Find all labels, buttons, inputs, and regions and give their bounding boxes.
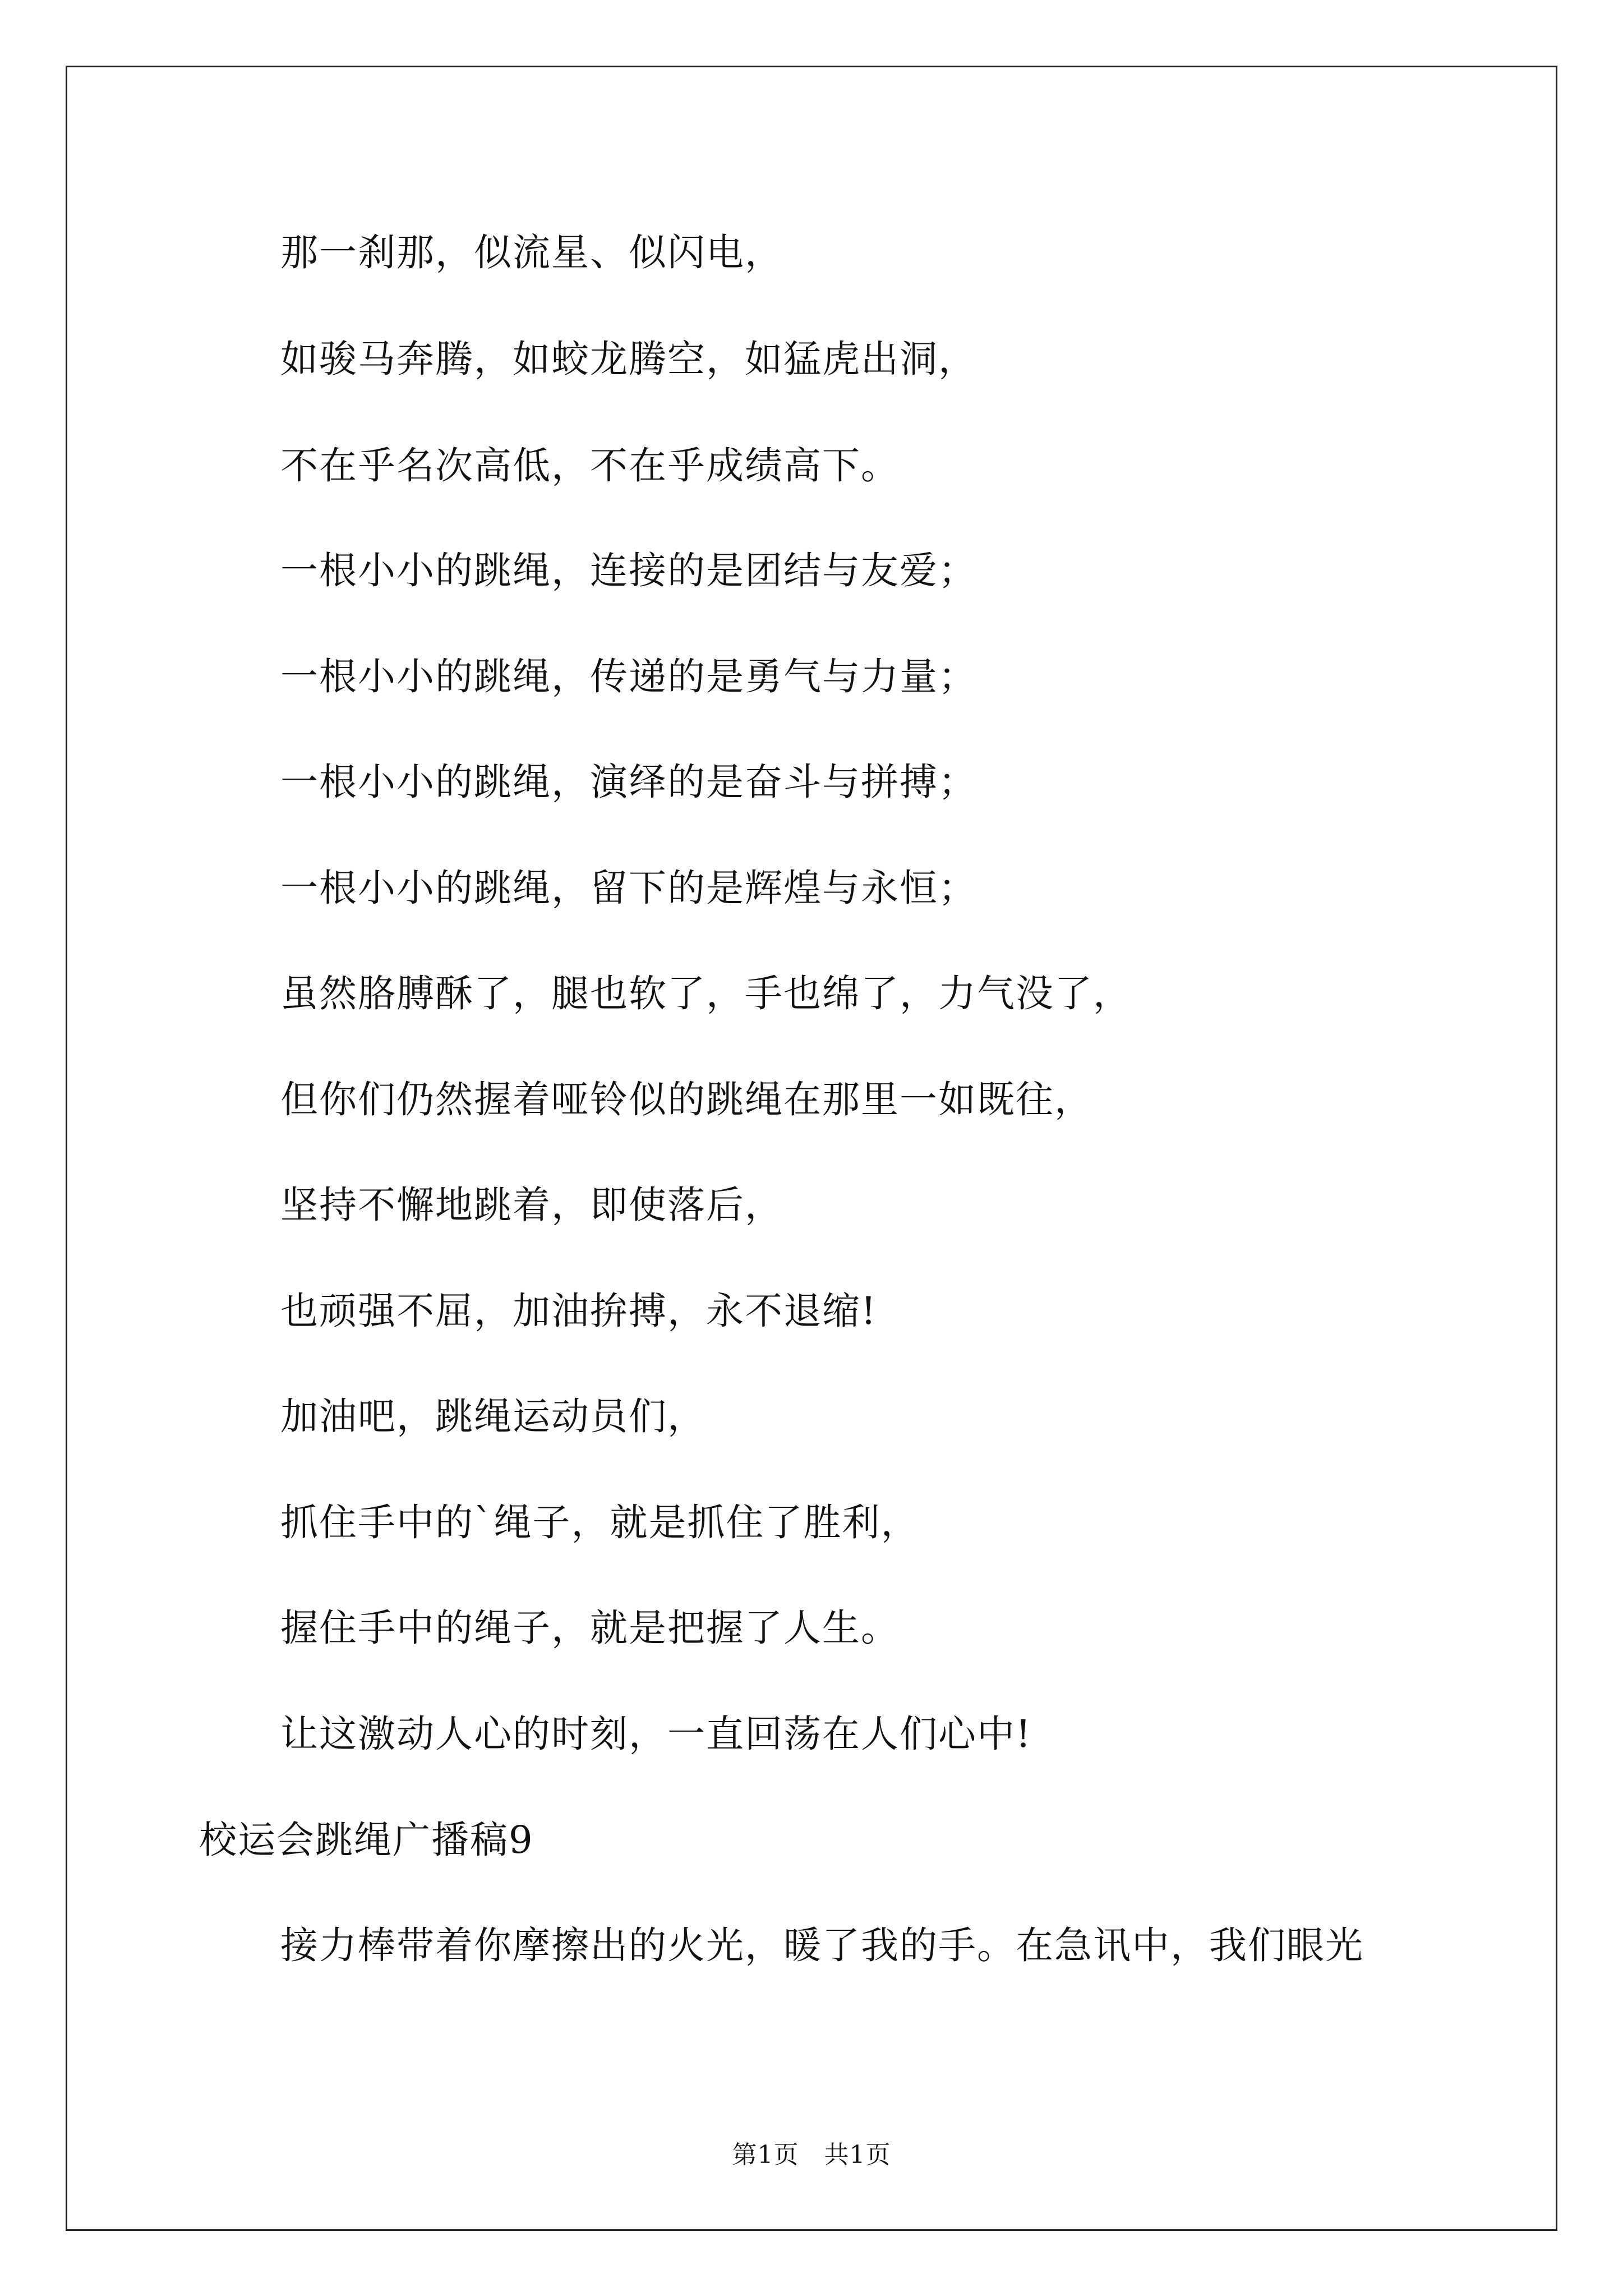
text-line: 也顽强不屈，加油拚搏，永不退缩! [280, 1289, 877, 1333]
paragraph-start: 接力棒带着你摩擦出的火光，暖了我的手。在急讯中，我们眼光 [280, 1924, 1364, 1967]
text-line: 加油吧，跳绳运动员们， [280, 1395, 706, 1438]
text-line: 一根小小的跳绳，传递的是勇气与力量； [280, 655, 977, 698]
text-line: 坚持不懈地跳着，即使落后， [280, 1183, 783, 1227]
text-line: 不在乎名次高低，不在乎成绩高下。 [280, 444, 900, 487]
text-line: 一根小小的跳绳，留下的是辉煌与永恒； [280, 866, 977, 910]
page-footer: 第1页 共1页 [732, 2141, 891, 2169]
text-line: 让这激动人心的时刻，一直回荡在人们心中! [280, 1712, 1032, 1756]
text-line: 那一刹那，似流星、似闪电， [280, 231, 783, 274]
text-line: 虽然胳膊酥了，腿也软了，手也绵了，力气没了， [280, 972, 1132, 1015]
text-line: 如骏马奔腾，如蛟龙腾空，如猛虎出洞， [280, 337, 977, 381]
text-line: 一根小小的跳绳，连接的是团结与友爱； [280, 549, 977, 592]
text-line: 握住手中的绳子，就是把握了人生。 [280, 1606, 900, 1650]
section-heading: 校运会跳绳广播稿9 [199, 1818, 534, 1862]
text-line: 但你们仍然握着哑铃似的跳绳在那里一如既往， [280, 1078, 1093, 1121]
text-line: 一根小小的跳绳，演绎的是奋斗与拼搏； [280, 760, 977, 804]
text-line: 抓住手中的`绳子，就是抓住了胜利， [280, 1501, 920, 1544]
